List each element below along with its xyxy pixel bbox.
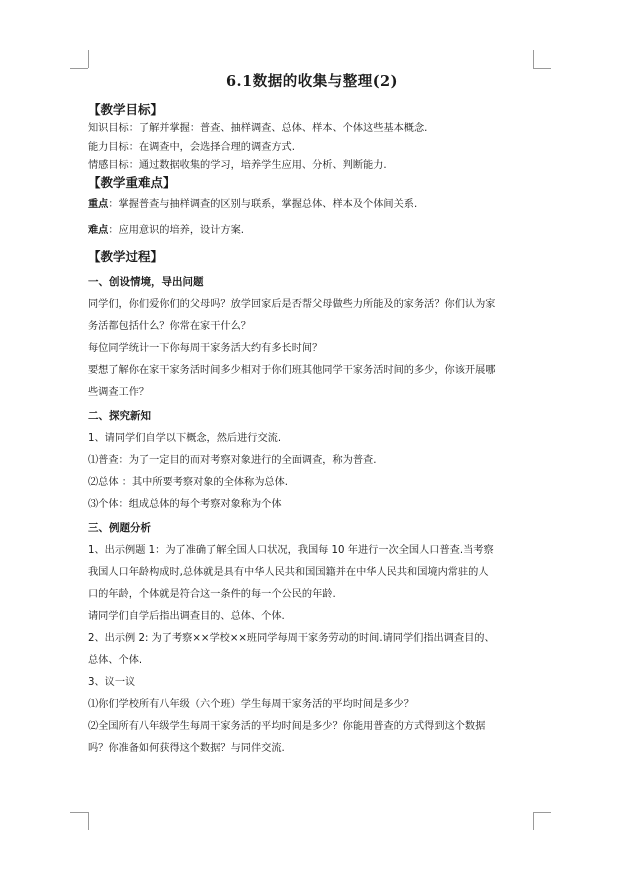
key-focus-text: ：掌握普查与抽样调查的区别与联系，掌握总体、样本及个体间关系. [108,199,418,210]
key-difficulty-label: 难点 [88,225,109,236]
crop-mark-bottom-right-v [533,812,534,830]
s3-example-1c: 口的年龄，个体就是符合这一条件的每一个公民的年龄. [88,589,336,600]
crop-mark-bottom-left-h [70,812,88,813]
heading-key-points: 【教学重难点】 [88,175,176,190]
s3-discuss: 3、议一议 [88,677,136,688]
heading-goals: 【教学目标】 [88,102,164,117]
s1-paragraph-3b: 些调查工作？ [88,387,150,398]
crop-mark-bottom-left-v [88,812,89,830]
section-3-title: 三、例题分析 [88,522,151,534]
s3-question-1: ⑴你们学校所有八年级（六个班）学生每周干家务活的平均时间是多少？ [88,699,414,710]
key-focus [88,192,536,218]
s2-concept-2: ⑵总体 ：其中所要考察对象的全体称为总体. [88,477,289,488]
s3-question-2a: ⑵全国所有八年级学生每周干家务活的平均时间是多少？你能用普查的方式得到这个数据 [88,721,486,732]
page-title: 6.1数据的收集与整理(2) [225,73,399,90]
s2-concept-1: ⑴普查：为了一定目的而对考察对象进行的全面调查，称为普查. [88,455,377,466]
s1-paragraph-2: 每位同学统计一下你每周干家务活大约有多长时间？ [88,343,323,354]
key-difficulty [88,218,536,244]
s3-question-2b: 吗？你准备如何获得这个数据？与同伴交流. [88,743,285,754]
section-2-title: 二、探究新知 [88,410,151,422]
s1-paragraph-1a: 同学们，你们爱你们的父母吗？放学回家后是否帮父母做些力所能及的家务活？你们认为家 [88,299,496,310]
section-1-title: 一、创设情境，导出问题 [88,276,204,288]
s2-intro: 1、请同学们自学以下概念，然后进行交流. [88,433,282,444]
s1-paragraph-3a: 要想了解你在家干家务活时间多少相对于你们班其他同学干家务活时间的多少，你该开展哪 [88,365,496,376]
key-focus-label: 重点 [88,199,109,210]
crop-mark-top-left-v [88,50,89,68]
crop-mark-top-right-v [533,50,534,68]
crop-mark-top-left-h [70,68,88,69]
key-difficulty-text: ：应用意识的培养，设计方案. [108,225,245,236]
s1-paragraph-1b: 务活都包括什么？你常在家干什么？ [88,321,251,332]
crop-mark-top-right-h [533,68,551,69]
goal-knowledge: 知识目标：了解并掌握：普查、抽样调查、总体、样本、个体这些基本概念. [88,123,428,134]
s3-example-1d: 请同学们自学后指出调查目的、总体、个体. [88,611,285,622]
document-body [88,70,536,760]
crop-mark-bottom-right-h [533,812,551,813]
s3-example-1b: 我国人口年龄构成时,总体就是具有中华人民共和国国籍并在中华人民共和国境内常驻的人 [88,567,489,578]
s3-example-1a: 1、出示例题 1：为了准确了解全国人口状况，我国每 10 年进行一次全国人口普查.当考察 [88,545,494,556]
s3-example-2b: 总体、个体. [88,655,143,666]
s2-concept-3: ⑶个体：组成总体的每个考察对象称为个体 [88,499,282,510]
heading-process: 【教学过程】 [88,249,164,264]
goal-emotion: 情感目标：通过数据收集的学习，培养学生应用、分析、判断能力. [88,160,387,171]
goal-ability: 能力目标：在调查中，会选择合理的调查方式. [88,142,295,153]
s3-example-2a: 2、出示例 2: 为了考察××学校××班同学每周干家务劳动的时间.请同学们指出调查目的、 [88,633,495,644]
